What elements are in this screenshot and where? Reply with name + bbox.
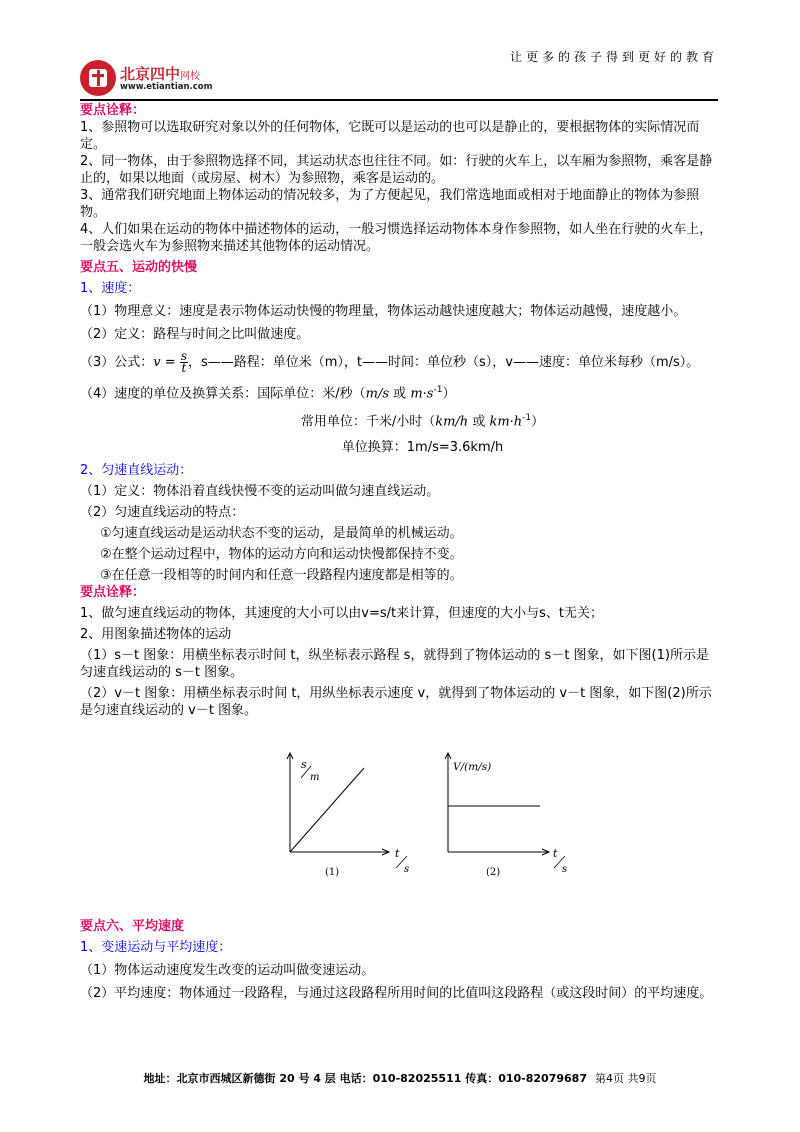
fraction-numerator: s	[180, 349, 187, 363]
formula-eq: =	[160, 355, 180, 370]
logo-name-text: 北京四中	[120, 65, 181, 83]
fraction-denominator: t	[181, 361, 187, 375]
variable-motion-definition: （1）物体运动速度发生改变的运动叫做变速运动。	[80, 963, 375, 978]
st-xlabel-s: s	[404, 864, 410, 875]
footer-address: 地址：北京市西城区新德街 20 号 4 层 电话：010-82025511 传真：010-82079687	[143, 1072, 587, 1085]
section-heading-notes-1: 要点诠释：	[80, 103, 146, 118]
section-heading-average-speed: 要点六、平均速度	[80, 919, 185, 934]
speed-meaning: （1）物理意义：速度是表示物体运动快慢的物理量，物体运动越快速度越大；物体运动越慢，速度越小。	[80, 304, 687, 319]
units-close: ）	[442, 386, 456, 402]
vt-ylabel: V/(m/s)	[453, 761, 492, 773]
note-item-vt-graph: （2）v－t 图象：用横坐标表示时间 t，用纵坐标表示速度 v，就得到了物体运动的 v－t 图象，如下图(2)所示是匀速直线运动的 v－t 图象。	[80, 685, 712, 718]
st-ylabel-s: s	[301, 758, 307, 771]
note-item: 2、用图象描述物体的运动	[80, 626, 232, 642]
speed-formula	[80, 351, 720, 374]
note-item: 4、人们如果在运动的物体中描述物体的运动，一般习惯选择运动物体本身作参照物，如人坐在行驶的火车上，一般会选火车为参照物来描述其他物体的运动情况。	[80, 222, 713, 254]
uniform-feature: ②在整个运动过程中，物体的运动方向和运动快慢都保持不变。	[100, 546, 463, 562]
motion-graphs-svg	[283, 750, 573, 880]
logo-suffix: 网校	[180, 71, 201, 82]
note-item-st-graph: （1）s－t 图象：用横坐标表示时间 t，纵坐标表示路程 s，就得到了物体运动的 s－t 图象，如下图(1)所示是匀速直线运动的 s－t 图象。	[80, 647, 709, 680]
vt-caption: (2)	[486, 867, 501, 878]
unit-m-s: m·s	[410, 386, 434, 402]
unit-conversion: 单位换算：1m/s=3.6km/h	[341, 439, 504, 455]
motion-graphs-figure	[283, 750, 573, 880]
subheading-speed: 1、速度：	[80, 281, 141, 296]
section-heading-notes-2: 要点诠释：	[80, 584, 146, 600]
unit-exponent: -1	[433, 385, 443, 395]
logo-name	[120, 63, 200, 84]
document-body-section-6	[80, 918, 720, 1002]
section-heading-speed: 要点五、运动的快慢	[80, 260, 198, 275]
st-line	[290, 768, 364, 852]
speed-units-common	[80, 410, 720, 430]
school-logo	[80, 60, 250, 100]
document-body	[80, 102, 720, 719]
formula-fraction	[180, 351, 188, 374]
unit-km-h: km·h	[489, 414, 523, 430]
note-item: 1、做匀速直线运动的物体，其速度的大小可以由v=s/t来计算，但速度的大小与s、t无关；	[80, 605, 603, 621]
unit-km-per-h: km/h	[435, 414, 469, 430]
vt-xlabel-t: t	[553, 847, 558, 860]
header-slogan: 让更多的孩子得到更好的教育	[509, 50, 718, 64]
speed-definition: （2）定义：路程与时间之比叫做速度。	[80, 327, 310, 342]
page-footer	[0, 1070, 800, 1086]
st-graph	[287, 753, 409, 878]
uniform-features-title: （2）匀速直线运动的特点：	[80, 504, 245, 520]
units-si-prefix: （4）速度的单位及换算关系：国际单位：米/秒（	[80, 386, 366, 402]
page-number: 第4页 共9页	[594, 1072, 657, 1085]
unit-m-per-s: m/s	[365, 386, 390, 402]
logo-emblem-icon	[80, 60, 116, 96]
formula-v: v	[153, 355, 161, 370]
uniform-feature: ①匀速直线运动是运动状态不变的运动，是最简单的机械运动。	[100, 525, 463, 541]
units-or: 或	[468, 414, 490, 430]
uniform-definition: （1）定义：物体沿着直线快慢不变的运动叫做匀速直线运动。	[80, 483, 440, 499]
header-divider	[80, 99, 718, 101]
note-item: 2、同一物体，由于参照物选择不同，其运动状态也往往不同。如：行驶的火车上，以车厢为参照物，乘客是静止的，如果以地面（或房屋、树木）为参照物，乘客是运动的。	[80, 154, 713, 186]
note-item: 3、通常我们研究地面上物体运动的情况较多，为了方便起见，我们常选地面或相对于地面静止的物体为参照物。	[80, 188, 700, 220]
subheading-uniform-motion: 2、匀速直线运动：	[80, 462, 193, 478]
formula-prefix: （3）公式：	[80, 355, 154, 370]
units-or: 或	[389, 386, 411, 402]
logo-url: www.etiantian.com	[120, 82, 213, 92]
formula-explanation: ，s——路程：单位米（m），t——时间：单位秒（s），v——速度：单位米每秒（m/s）。	[187, 355, 700, 370]
average-speed-definition: （2）平均速度：物体通过一段路程，与通过这段路程所用时间的比值叫这段路程（或这段时间）的平均速度。	[80, 986, 713, 1001]
speed-units-si	[80, 382, 720, 402]
vt-xlabel-s: s	[562, 864, 568, 875]
unit-exponent: -1	[522, 413, 532, 424]
st-caption: (1)	[325, 867, 340, 878]
note-item: 1、参照物可以选取研究对象以外的任何物体，它既可以是运动的也可以是静止的，要根据物体的实际情况而定。	[80, 120, 700, 152]
subheading-variable-motion: 1、变速运动与平均速度：	[80, 940, 232, 955]
units-common-prefix: 常用单位：千米/小时（	[300, 414, 436, 430]
vt-graph	[445, 753, 567, 878]
st-xlabel-t: t	[395, 847, 400, 860]
uniform-feature: ③在任意一段相等的时间内和任意一段路程内速度都是相等的。	[100, 567, 463, 583]
units-close: ）	[531, 414, 545, 430]
st-ylabel-m: m	[310, 772, 320, 783]
